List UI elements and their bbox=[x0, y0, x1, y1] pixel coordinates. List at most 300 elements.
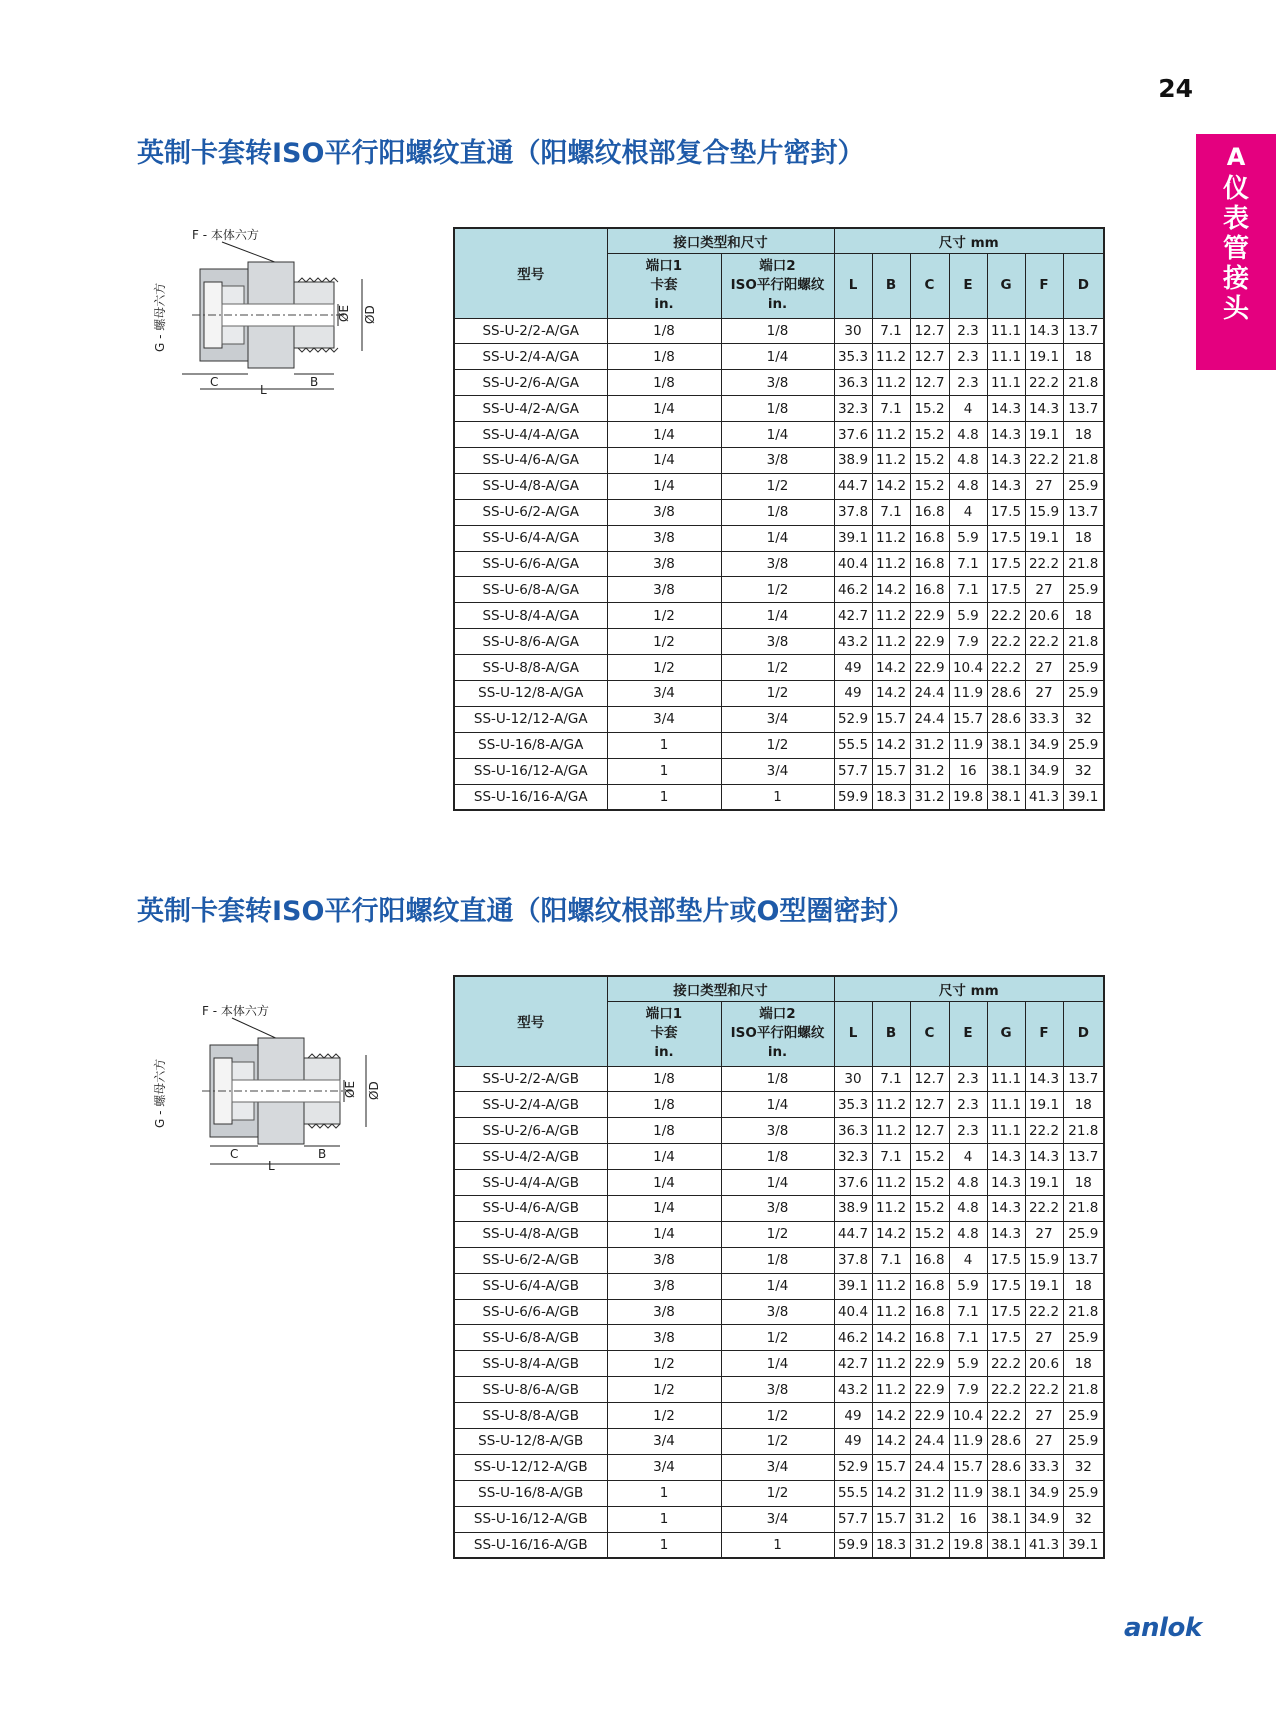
table-cell: 11.2 bbox=[872, 629, 910, 655]
table-cell: 14.2 bbox=[872, 1403, 910, 1429]
table-cell: 34.9 bbox=[1025, 758, 1063, 784]
table-cell: 28.6 bbox=[987, 680, 1025, 706]
table-cell: 1/2 bbox=[721, 655, 834, 681]
table-cell: 32 bbox=[1063, 706, 1104, 732]
table-row bbox=[454, 1118, 1104, 1144]
table-cell: 16 bbox=[949, 758, 987, 784]
table-cell: 7.1 bbox=[949, 1325, 987, 1351]
table-cell: 22.9 bbox=[910, 1403, 949, 1429]
table-cell: 42.7 bbox=[834, 1351, 872, 1377]
table-cell: 1/4 bbox=[607, 1221, 721, 1247]
table-cell: 1/8 bbox=[721, 1247, 834, 1273]
table-cell: 37.8 bbox=[834, 499, 872, 525]
dim-b-label: B bbox=[310, 375, 319, 389]
spec-table-body bbox=[454, 1066, 1104, 1558]
table-cell: 15.7 bbox=[872, 1454, 910, 1480]
table-cell: 27 bbox=[1025, 1325, 1063, 1351]
table-cell: 1/8 bbox=[607, 1066, 721, 1092]
table-cell: 37.6 bbox=[834, 1170, 872, 1196]
table-cell: 38.1 bbox=[987, 732, 1025, 758]
model-cell: SS-U-4/6-A/GA bbox=[454, 447, 607, 473]
table-cell: 21.8 bbox=[1063, 1299, 1104, 1325]
table-row bbox=[454, 1170, 1104, 1196]
table-cell: 11.2 bbox=[872, 525, 910, 551]
port-group-header: 接口类型和尺寸 bbox=[607, 976, 834, 1001]
table-cell: 19.8 bbox=[949, 1532, 987, 1558]
table-cell: 11.1 bbox=[987, 1066, 1025, 1092]
model-cell: SS-U-4/2-A/GA bbox=[454, 396, 607, 422]
table-cell: 39.1 bbox=[834, 1273, 872, 1299]
table-cell: 21.8 bbox=[1063, 551, 1104, 577]
table-cell: 1/4 bbox=[721, 525, 834, 551]
table-row bbox=[454, 732, 1104, 758]
table-cell: 34.9 bbox=[1025, 1480, 1063, 1506]
table-cell: 13.7 bbox=[1063, 1247, 1104, 1273]
table-cell: 12.7 bbox=[910, 370, 949, 396]
col-g-header: G bbox=[987, 253, 1025, 318]
table-cell: 15.2 bbox=[910, 422, 949, 448]
table-cell: 17.5 bbox=[987, 1325, 1025, 1351]
model-cell: SS-U-12/12-A/GB bbox=[454, 1454, 607, 1480]
table-cell: 30 bbox=[834, 1066, 872, 1092]
table-cell: 14.3 bbox=[987, 422, 1025, 448]
table-row bbox=[454, 344, 1104, 370]
col-e-header: E bbox=[949, 253, 987, 318]
table-cell: 2.3 bbox=[949, 1092, 987, 1118]
table-cell: 57.7 bbox=[834, 1506, 872, 1532]
table-cell: 3/8 bbox=[607, 1325, 721, 1351]
table-cell: 34.9 bbox=[1025, 1506, 1063, 1532]
table-cell: 21.8 bbox=[1063, 1118, 1104, 1144]
table-cell: 18 bbox=[1063, 1170, 1104, 1196]
table-cell: 1/2 bbox=[607, 603, 721, 629]
table-cell: 18 bbox=[1063, 1273, 1104, 1299]
table-cell: 16.8 bbox=[910, 551, 949, 577]
table-cell: 21.8 bbox=[1063, 629, 1104, 655]
model-cell: SS-U-6/6-A/GA bbox=[454, 551, 607, 577]
table-cell: 5.9 bbox=[949, 1273, 987, 1299]
table-cell: 1 bbox=[607, 732, 721, 758]
table-cell: 22.2 bbox=[1025, 1377, 1063, 1403]
section-title-2: 英制卡套转ISO平行阳螺纹直通（阳螺纹根部垫片或O型圈密封） bbox=[137, 896, 915, 927]
table-cell: 25.9 bbox=[1063, 577, 1104, 603]
page-number: 24 bbox=[1158, 74, 1193, 103]
table-row bbox=[454, 784, 1104, 810]
table-cell: 3/8 bbox=[721, 629, 834, 655]
table-cell: 14.3 bbox=[987, 473, 1025, 499]
model-cell: SS-U-8/8-A/GB bbox=[454, 1403, 607, 1429]
table-cell: 22.9 bbox=[910, 603, 949, 629]
table-cell: 57.7 bbox=[834, 758, 872, 784]
model-cell: SS-U-4/6-A/GB bbox=[454, 1195, 607, 1221]
table-cell: 14.3 bbox=[987, 1144, 1025, 1170]
table-row bbox=[454, 396, 1104, 422]
table-row bbox=[454, 758, 1104, 784]
fitting-diagram-1 bbox=[152, 224, 422, 394]
port1-header: 端口1 卡套 in. bbox=[607, 253, 721, 318]
table-cell: 11.1 bbox=[987, 1118, 1025, 1144]
table-cell: 15.7 bbox=[872, 706, 910, 732]
table-cell: 18 bbox=[1063, 344, 1104, 370]
model-cell: SS-U-2/6-A/GB bbox=[454, 1118, 607, 1144]
table-cell: 1/2 bbox=[607, 1403, 721, 1429]
table-cell: 14.2 bbox=[872, 732, 910, 758]
col-d-header: D bbox=[1063, 253, 1104, 318]
table-cell: 38.9 bbox=[834, 447, 872, 473]
table-cell: 1/4 bbox=[607, 447, 721, 473]
table-cell: 12.7 bbox=[910, 318, 949, 344]
table-cell: 22.9 bbox=[910, 655, 949, 681]
table-cell: 1 bbox=[721, 784, 834, 810]
table-cell: 3/4 bbox=[607, 1454, 721, 1480]
table-cell: 33.3 bbox=[1025, 706, 1063, 732]
table-cell: 16 bbox=[949, 1506, 987, 1532]
table-cell: 18 bbox=[1063, 1092, 1104, 1118]
table-cell: 1/8 bbox=[607, 370, 721, 396]
table-cell: 16.8 bbox=[910, 1247, 949, 1273]
table-cell: 12.7 bbox=[910, 344, 949, 370]
table-cell: 3/4 bbox=[721, 706, 834, 732]
model-cell: SS-U-8/4-A/GB bbox=[454, 1351, 607, 1377]
table-row bbox=[454, 1428, 1104, 1454]
table-cell: 18 bbox=[1063, 422, 1104, 448]
table-cell: 1/4 bbox=[721, 1273, 834, 1299]
table-cell: 38.1 bbox=[987, 758, 1025, 784]
table-row bbox=[454, 447, 1104, 473]
table-cell: 49 bbox=[834, 1403, 872, 1429]
table-cell: 18 bbox=[1063, 603, 1104, 629]
table-cell: 32.3 bbox=[834, 396, 872, 422]
table-row bbox=[454, 525, 1104, 551]
model-cell: SS-U-6/8-A/GB bbox=[454, 1325, 607, 1351]
table-cell: 13.7 bbox=[1063, 318, 1104, 344]
table-cell: 40.4 bbox=[834, 1299, 872, 1325]
table-cell: 1/8 bbox=[721, 318, 834, 344]
table-cell: 34.9 bbox=[1025, 732, 1063, 758]
dim-c-label: C bbox=[210, 375, 219, 389]
table-cell: 1/4 bbox=[721, 603, 834, 629]
table-cell: 14.3 bbox=[987, 1170, 1025, 1196]
table-cell: 38.1 bbox=[987, 1480, 1025, 1506]
table-cell: 37.8 bbox=[834, 1247, 872, 1273]
table-cell: 25.9 bbox=[1063, 1428, 1104, 1454]
table-cell: 3/8 bbox=[607, 525, 721, 551]
table-cell: 36.3 bbox=[834, 1118, 872, 1144]
table-cell: 11.2 bbox=[872, 422, 910, 448]
table-cell: 12.7 bbox=[910, 1066, 949, 1092]
model-cell: SS-U-6/6-A/GB bbox=[454, 1299, 607, 1325]
table-cell: 22.9 bbox=[910, 629, 949, 655]
table-cell: 4.8 bbox=[949, 447, 987, 473]
port1-header: 端口1 卡套 in. bbox=[607, 1001, 721, 1066]
model-cell: SS-U-6/8-A/GA bbox=[454, 577, 607, 603]
table-cell: 1/8 bbox=[607, 1092, 721, 1118]
dims-group-header: 尺寸 mm bbox=[834, 976, 1104, 1001]
table-cell: 27 bbox=[1025, 1403, 1063, 1429]
table-row bbox=[454, 680, 1104, 706]
table-cell: 3/4 bbox=[607, 1428, 721, 1454]
table-cell: 31.2 bbox=[910, 1532, 949, 1558]
table-row bbox=[454, 706, 1104, 732]
table-cell: 19.1 bbox=[1025, 1273, 1063, 1299]
table-row bbox=[454, 1195, 1104, 1221]
table-cell: 11.1 bbox=[987, 370, 1025, 396]
table-cell: 3/4 bbox=[607, 680, 721, 706]
table-cell: 15.9 bbox=[1025, 499, 1063, 525]
table-cell: 15.2 bbox=[910, 1221, 949, 1247]
port2-header: 端口2 ISO平行阳螺纹 in. bbox=[721, 253, 834, 318]
table-cell: 11.2 bbox=[872, 370, 910, 396]
table-cell: 24.4 bbox=[910, 1428, 949, 1454]
table-cell: 4.8 bbox=[949, 1221, 987, 1247]
table-cell: 1/2 bbox=[721, 473, 834, 499]
table-row bbox=[454, 655, 1104, 681]
table-cell: 15.2 bbox=[910, 447, 949, 473]
table-row bbox=[454, 1377, 1104, 1403]
table-cell: 14.3 bbox=[1025, 318, 1063, 344]
table-cell: 7.1 bbox=[949, 551, 987, 577]
table-cell: 14.2 bbox=[872, 1221, 910, 1247]
spec-table-body bbox=[454, 318, 1104, 810]
table-cell: 7.1 bbox=[949, 1299, 987, 1325]
table-cell: 15.7 bbox=[949, 706, 987, 732]
table-cell: 49 bbox=[834, 655, 872, 681]
table-cell: 32 bbox=[1063, 1454, 1104, 1480]
table-cell: 14.3 bbox=[987, 1221, 1025, 1247]
table-cell: 24.4 bbox=[910, 1454, 949, 1480]
table-cell: 35.3 bbox=[834, 344, 872, 370]
table-cell: 13.7 bbox=[1063, 1144, 1104, 1170]
model-cell: SS-U-4/8-A/GA bbox=[454, 473, 607, 499]
fitting-diagram-2 bbox=[152, 1000, 422, 1170]
table-cell: 41.3 bbox=[1025, 1532, 1063, 1558]
model-cell: SS-U-4/8-A/GB bbox=[454, 1221, 607, 1247]
table-cell: 15.7 bbox=[949, 1454, 987, 1480]
table-cell: 3/8 bbox=[607, 1299, 721, 1325]
table-cell: 16.8 bbox=[910, 499, 949, 525]
model-cell: SS-U-16/16-A/GA bbox=[454, 784, 607, 810]
table-cell: 3/8 bbox=[607, 499, 721, 525]
table-row bbox=[454, 1092, 1104, 1118]
dim-d-label: ØD bbox=[367, 1081, 381, 1100]
table-row bbox=[454, 1480, 1104, 1506]
table-cell: 4.8 bbox=[949, 473, 987, 499]
col-l-header: L bbox=[834, 1001, 872, 1066]
table-cell: 1/2 bbox=[721, 680, 834, 706]
table-cell: 38.9 bbox=[834, 1195, 872, 1221]
table-row bbox=[454, 1351, 1104, 1377]
table-cell: 4 bbox=[949, 1247, 987, 1273]
table-cell: 3/4 bbox=[721, 1454, 834, 1480]
dim-e-label: ØE bbox=[337, 304, 351, 322]
table-cell: 13.7 bbox=[1063, 396, 1104, 422]
table-cell: 31.2 bbox=[910, 758, 949, 784]
table-cell: 27 bbox=[1025, 1428, 1063, 1454]
table-cell: 14.2 bbox=[872, 577, 910, 603]
table-cell: 39.1 bbox=[1063, 1532, 1104, 1558]
table-cell: 12.7 bbox=[910, 1092, 949, 1118]
table-cell: 1/4 bbox=[721, 1092, 834, 1118]
table-cell: 3/4 bbox=[721, 758, 834, 784]
table-cell: 18 bbox=[1063, 1351, 1104, 1377]
table-cell: 1/4 bbox=[607, 1170, 721, 1196]
table-row bbox=[454, 629, 1104, 655]
table-cell: 1/2 bbox=[607, 1351, 721, 1377]
table-cell: 25.9 bbox=[1063, 655, 1104, 681]
table-cell: 7.1 bbox=[872, 1144, 910, 1170]
table-cell: 17.5 bbox=[987, 1299, 1025, 1325]
table-cell: 40.4 bbox=[834, 551, 872, 577]
table-cell: 3/8 bbox=[607, 1273, 721, 1299]
table-cell: 22.2 bbox=[1025, 370, 1063, 396]
table-cell: 22.2 bbox=[1025, 1195, 1063, 1221]
table-cell: 5.9 bbox=[949, 1351, 987, 1377]
table-cell: 1/8 bbox=[721, 396, 834, 422]
model-cell: SS-U-4/4-A/GB bbox=[454, 1170, 607, 1196]
table-cell: 31.2 bbox=[910, 732, 949, 758]
table-cell: 15.2 bbox=[910, 1195, 949, 1221]
table-cell: 25.9 bbox=[1063, 1403, 1104, 1429]
table-cell: 2.3 bbox=[949, 1118, 987, 1144]
table-cell: 7.1 bbox=[872, 396, 910, 422]
table-cell: 7.9 bbox=[949, 629, 987, 655]
table-cell: 32 bbox=[1063, 758, 1104, 784]
model-header: 型号 bbox=[454, 976, 607, 1066]
col-f-header: F bbox=[1025, 253, 1063, 318]
table-cell: 1/8 bbox=[607, 344, 721, 370]
table-cell: 15.9 bbox=[1025, 1247, 1063, 1273]
table-cell: 3/8 bbox=[721, 1377, 834, 1403]
table-cell: 11.1 bbox=[987, 1092, 1025, 1118]
table-cell: 1 bbox=[607, 758, 721, 784]
table-cell: 1 bbox=[607, 1480, 721, 1506]
section-tab-label: 仪表管接头 bbox=[1222, 174, 1249, 324]
model-cell: SS-U-12/12-A/GA bbox=[454, 706, 607, 732]
table-cell: 14.2 bbox=[872, 680, 910, 706]
table-cell: 11.2 bbox=[872, 1299, 910, 1325]
table-cell: 22.2 bbox=[1025, 629, 1063, 655]
table-cell: 1 bbox=[607, 1532, 721, 1558]
brand-logo: anlok bbox=[1124, 1613, 1202, 1643]
section-tab-letter: A bbox=[1226, 143, 1246, 171]
model-cell: SS-U-2/6-A/GA bbox=[454, 370, 607, 396]
table-cell: 16.8 bbox=[910, 525, 949, 551]
col-d-header: D bbox=[1063, 1001, 1104, 1066]
table-row bbox=[454, 603, 1104, 629]
table-row bbox=[454, 1221, 1104, 1247]
table-cell: 41.3 bbox=[1025, 784, 1063, 810]
hex-body-label: F - 本体六方 bbox=[202, 1004, 269, 1018]
table-cell: 38.1 bbox=[987, 784, 1025, 810]
dim-b-label: B bbox=[318, 1147, 327, 1161]
table-cell: 11.9 bbox=[949, 1480, 987, 1506]
table-cell: 32.3 bbox=[834, 1144, 872, 1170]
table-cell: 31.2 bbox=[910, 1480, 949, 1506]
table-cell: 17.5 bbox=[987, 1273, 1025, 1299]
table-cell: 1/8 bbox=[607, 318, 721, 344]
table-cell: 52.9 bbox=[834, 706, 872, 732]
table-row bbox=[454, 577, 1104, 603]
model-cell: SS-U-6/2-A/GB bbox=[454, 1247, 607, 1273]
model-cell: SS-U-16/8-A/GB bbox=[454, 1480, 607, 1506]
table-cell: 7.1 bbox=[872, 1066, 910, 1092]
table-cell: 46.2 bbox=[834, 577, 872, 603]
table-cell: 59.9 bbox=[834, 784, 872, 810]
table-cell: 11.2 bbox=[872, 603, 910, 629]
table-cell: 28.6 bbox=[987, 1428, 1025, 1454]
table-cell: 3/8 bbox=[721, 1299, 834, 1325]
table-cell: 14.2 bbox=[872, 1428, 910, 1454]
table-cell: 3/8 bbox=[607, 1247, 721, 1273]
table-cell: 4.8 bbox=[949, 1170, 987, 1196]
model-cell: SS-U-4/2-A/GB bbox=[454, 1144, 607, 1170]
table-cell: 1/2 bbox=[607, 1377, 721, 1403]
table-cell: 4.8 bbox=[949, 1195, 987, 1221]
table-cell: 25.9 bbox=[1063, 732, 1104, 758]
model-cell: SS-U-8/6-A/GA bbox=[454, 629, 607, 655]
table-cell: 16.8 bbox=[910, 1325, 949, 1351]
table-cell: 1/2 bbox=[607, 655, 721, 681]
model-cell: SS-U-8/6-A/GB bbox=[454, 1377, 607, 1403]
model-cell: SS-U-16/16-A/GB bbox=[454, 1532, 607, 1558]
table-cell: 15.7 bbox=[872, 1506, 910, 1532]
table-cell: 4.8 bbox=[949, 422, 987, 448]
model-header: 型号 bbox=[454, 228, 607, 318]
table-cell: 1/2 bbox=[607, 629, 721, 655]
table-cell: 25.9 bbox=[1063, 473, 1104, 499]
table-cell: 1/2 bbox=[721, 577, 834, 603]
table-cell: 18.3 bbox=[872, 784, 910, 810]
table-row bbox=[454, 1532, 1104, 1558]
table-cell: 14.3 bbox=[987, 1195, 1025, 1221]
table-cell: 17.5 bbox=[987, 499, 1025, 525]
dim-c-label: C bbox=[230, 1147, 239, 1161]
table-cell: 1/4 bbox=[607, 473, 721, 499]
table-cell: 15.2 bbox=[910, 1144, 949, 1170]
table-cell: 21.8 bbox=[1063, 1195, 1104, 1221]
table-cell: 20.6 bbox=[1025, 603, 1063, 629]
table-cell: 1/4 bbox=[607, 1144, 721, 1170]
table-row bbox=[454, 318, 1104, 344]
table-cell: 32 bbox=[1063, 1506, 1104, 1532]
table-row bbox=[454, 1299, 1104, 1325]
table-cell: 13.7 bbox=[1063, 1066, 1104, 1092]
table-cell: 14.3 bbox=[987, 396, 1025, 422]
table-cell: 31.2 bbox=[910, 1506, 949, 1532]
dim-l-label: L bbox=[260, 383, 267, 394]
table-cell: 43.2 bbox=[834, 629, 872, 655]
table-cell: 22.2 bbox=[987, 1351, 1025, 1377]
table-cell: 7.9 bbox=[949, 1377, 987, 1403]
model-cell: SS-U-12/8-A/GA bbox=[454, 680, 607, 706]
table-cell: 3/8 bbox=[721, 447, 834, 473]
model-cell: SS-U-2/4-A/GB bbox=[454, 1092, 607, 1118]
table-cell: 22.9 bbox=[910, 1351, 949, 1377]
table-cell: 7.1 bbox=[949, 577, 987, 603]
table-cell: 3/8 bbox=[607, 551, 721, 577]
table-cell: 12.7 bbox=[910, 1118, 949, 1144]
col-c-header: C bbox=[910, 253, 949, 318]
col-b-header: B bbox=[872, 253, 910, 318]
table-cell: 15.7 bbox=[872, 758, 910, 784]
table-row bbox=[454, 551, 1104, 577]
table-cell: 3/4 bbox=[721, 1506, 834, 1532]
table-cell: 27 bbox=[1025, 1221, 1063, 1247]
dim-l-label: L bbox=[268, 1159, 275, 1170]
table-cell: 22.2 bbox=[987, 1377, 1025, 1403]
table-row bbox=[454, 1273, 1104, 1299]
table-cell: 38.1 bbox=[987, 1532, 1025, 1558]
